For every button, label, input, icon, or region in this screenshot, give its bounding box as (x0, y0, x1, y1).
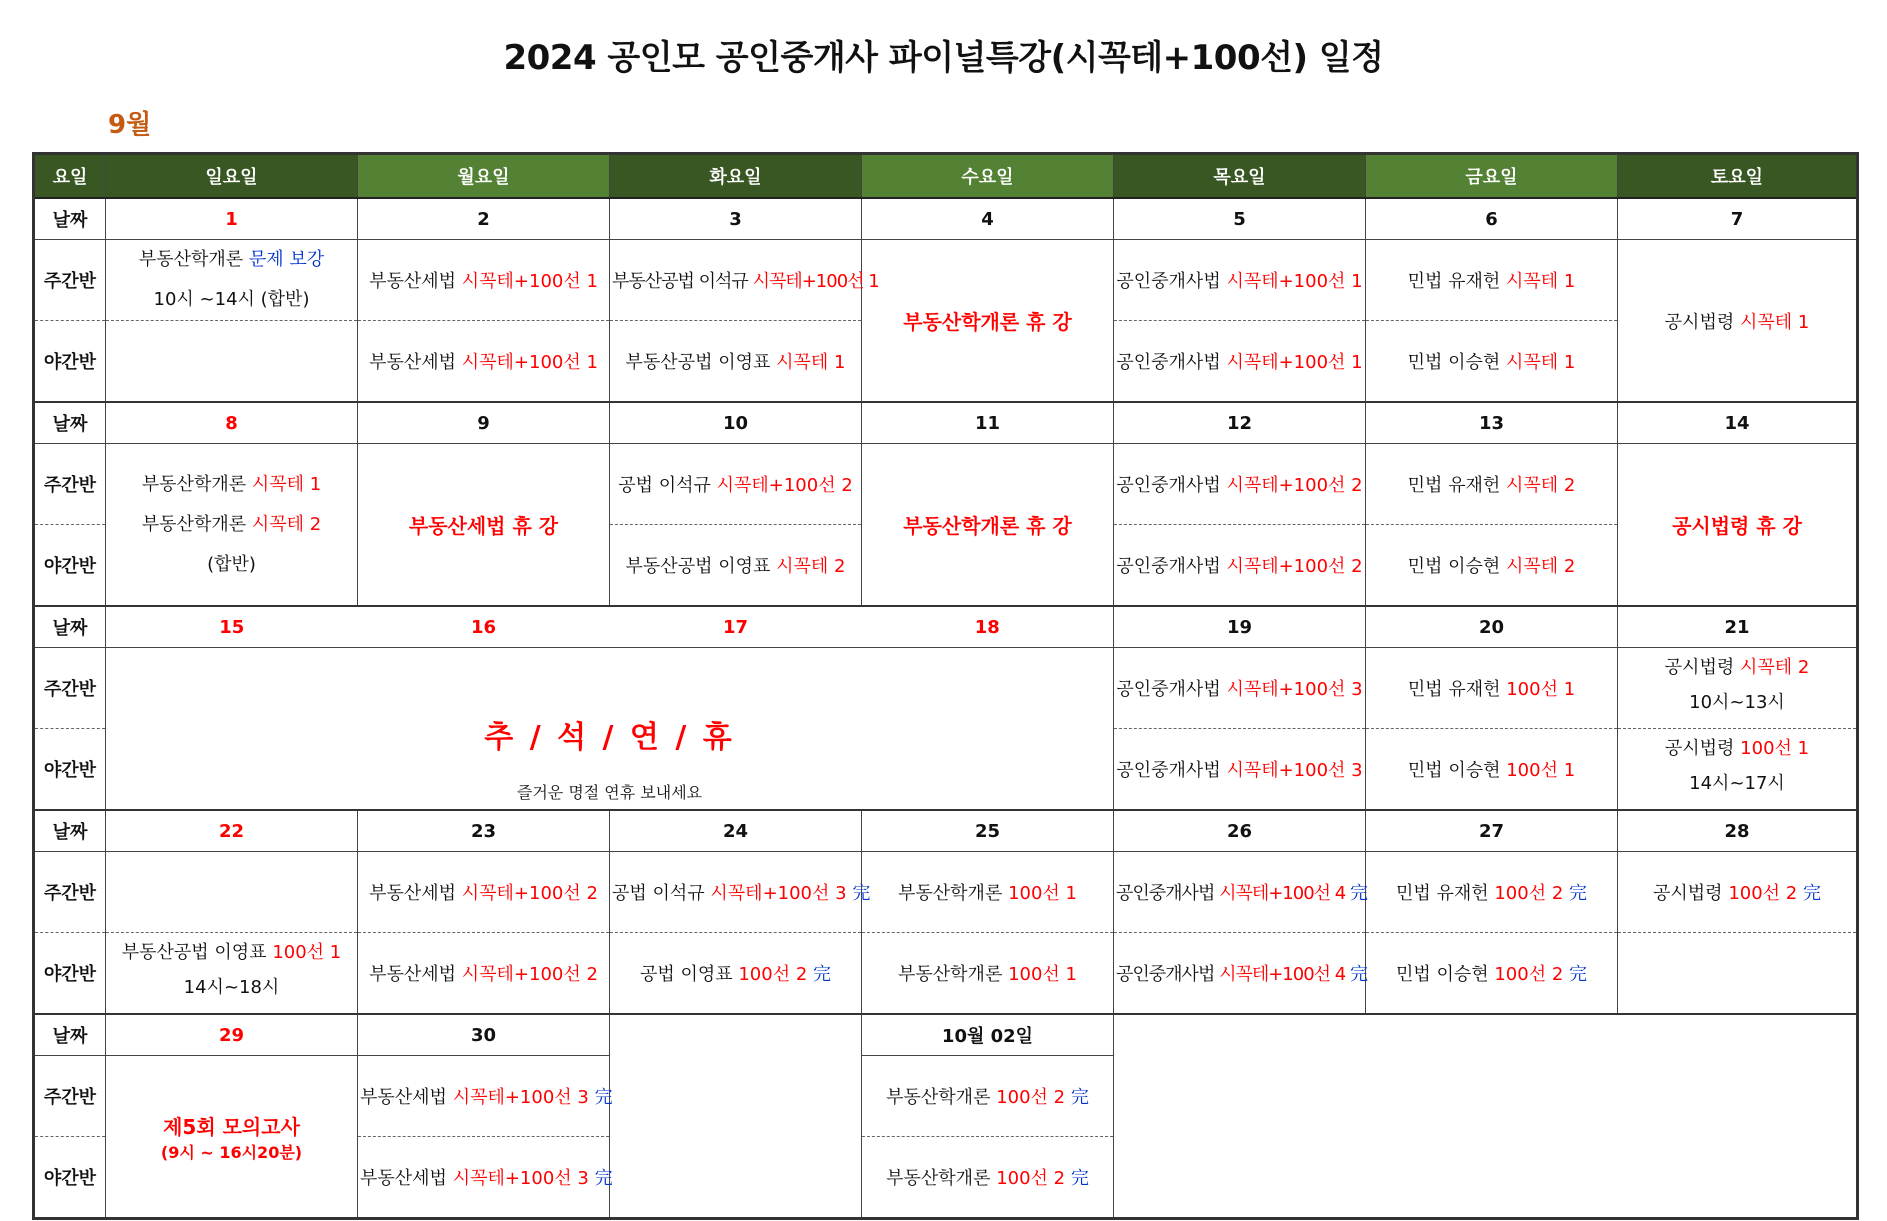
course: 부동산공법 이석규 (612, 271, 748, 292)
session-number: 2 (1053, 1087, 1066, 1108)
date-cell: 12 (1114, 402, 1366, 444)
date-label: 날짜 (34, 606, 106, 648)
course: 공인중개사법 (1116, 679, 1221, 700)
date-label: 날짜 (34, 402, 106, 444)
session-number: 1 (586, 352, 598, 373)
course: 공시법령 (1664, 311, 1735, 333)
course: 공인중개사법 (1116, 475, 1221, 496)
course: 부동산세법 (369, 883, 457, 904)
course-tag: 시꼭테 (1506, 271, 1559, 292)
schedule-cell (610, 321, 862, 403)
course-tag: 시꼭테 (251, 513, 305, 535)
session-number: 2 (1785, 883, 1798, 904)
course-tag: 100선 (1728, 883, 1781, 904)
month-label: 9월 (108, 110, 152, 140)
schedule-cell (862, 1137, 1114, 1219)
schedule-cell (1618, 852, 1858, 933)
session-number: 1 (834, 352, 846, 373)
course-tag: 시꼭테+100선 (1219, 883, 1331, 904)
week4-date-row (34, 810, 1858, 852)
course: 부동산세법 (360, 1087, 447, 1108)
schedule-cell (862, 1056, 1114, 1137)
night-class-label: 야간반 (34, 321, 106, 403)
course-tag: 시꼭테 (1506, 556, 1559, 577)
session-number: 2 (1351, 475, 1363, 496)
course: 부동산학개론 (898, 883, 1003, 904)
session-number: 1 (329, 942, 342, 963)
course-tag: 시꼭테+100선 (1219, 964, 1331, 985)
exam-title: 제5회 모의고사 (163, 1114, 300, 1139)
session-number: 1 (1797, 738, 1810, 759)
date-cell: 3 (610, 198, 862, 240)
course-tag: 시꼭테 (776, 556, 829, 577)
night-class-label: 야간반 (34, 729, 106, 811)
course-tag: 시꼭테+100선 (461, 271, 581, 292)
holiday-title: 추 / 석 / 연 / 휴 (484, 719, 735, 755)
schedule-cell (358, 240, 610, 321)
session-number: 2 (1563, 475, 1576, 496)
date-cell: 28 (1618, 810, 1858, 852)
week4-day-row (34, 852, 1858, 933)
complete-mark: 完 (813, 964, 832, 985)
course: 공인중개사법 (1116, 883, 1215, 904)
date-cell: 19 (1114, 606, 1366, 648)
course: 부동산공법 이영표 (625, 556, 771, 577)
course: 공인중개사법 (1116, 964, 1215, 985)
session-number: 1 (1065, 964, 1077, 985)
course: 부동산학개론 (138, 249, 244, 270)
week1-date-row (34, 198, 1858, 240)
date-cell: 13 (1366, 402, 1618, 444)
complete-mark: 完 (1349, 964, 1367, 985)
course-tag: 시꼭테 (1739, 657, 1793, 678)
day-class-label: 주간반 (34, 1056, 106, 1137)
course: 민법 유재헌 (1395, 883, 1489, 904)
session-number: 3 (577, 1168, 589, 1189)
week2-date-row (34, 402, 1858, 444)
course: 공인중개사법 (1116, 760, 1221, 781)
date-label: 날짜 (34, 810, 106, 852)
night-class-label: 야간반 (34, 525, 106, 607)
session-number: 1 (1351, 271, 1363, 292)
course: 공인중개사법 (1116, 352, 1221, 373)
complete-mark: 完 (1569, 964, 1588, 985)
course: 민법 이승현 (1407, 556, 1501, 577)
date-cell: 2 (358, 198, 610, 240)
course-tag: 시꼭테 (776, 352, 829, 373)
date-cell: 4 (862, 198, 1114, 240)
exam-cell (106, 1056, 358, 1219)
course-tag: 100선 (1494, 964, 1547, 985)
session-number: 2 (586, 964, 598, 985)
header-wednesday: 수요일 (862, 154, 1114, 199)
header-saturday: 토요일 (1618, 154, 1858, 199)
day-class-label: 주간반 (34, 240, 106, 321)
course: 부동산학개론 (886, 1087, 991, 1108)
schedule-cell (1114, 933, 1366, 1015)
schedule-cell (1114, 321, 1366, 403)
course-tag: 100선 (996, 1168, 1048, 1189)
night-class-label: 야간반 (34, 933, 106, 1015)
course: 공시법령 (1664, 657, 1735, 678)
schedule-cell (1366, 525, 1618, 607)
course: 공법 이영표 (639, 964, 733, 985)
day-class-label: 주간반 (34, 852, 106, 933)
course: 부동산공법 이영표 (121, 942, 267, 963)
course: 공법 이석규 (612, 883, 705, 904)
schedule-cell (1114, 648, 1366, 729)
schedule-cell (1366, 729, 1618, 811)
date-cell: 16 (358, 606, 610, 648)
schedule-cell (1366, 852, 1618, 933)
time-note: 10시 ~14시 (합반) (153, 289, 310, 310)
course-tag: 시꼭테 (251, 473, 305, 495)
schedule-cell (1618, 729, 1858, 811)
course-tag: 100선 (1740, 738, 1792, 759)
schedule-cell (1114, 852, 1366, 933)
time-note: 10시~13시 (1689, 692, 1785, 713)
course-tag: 100선 (1008, 883, 1060, 904)
session-number: 2 (586, 883, 598, 904)
schedule-cell (1366, 933, 1618, 1015)
empty-cell (106, 321, 358, 403)
week1-day-row (34, 240, 1858, 321)
date-cell: 5 (1114, 198, 1366, 240)
time-note: 14시~17시 (1689, 773, 1785, 794)
complete-mark: 完 (594, 1168, 613, 1189)
schedule-cell (1618, 648, 1858, 729)
course: 민법 유재헌 (1407, 271, 1501, 292)
schedule-cell (106, 933, 358, 1015)
header-sunday: 일요일 (106, 154, 358, 199)
course: 공인중개사법 (1116, 271, 1221, 292)
course: 민법 이승현 (1407, 760, 1501, 781)
empty-cell (1114, 1014, 1858, 1219)
schedule-cell (106, 444, 358, 607)
schedule-cell (1366, 648, 1618, 729)
header-friday: 금요일 (1366, 154, 1618, 199)
course: 공시법령 (1653, 883, 1723, 904)
complete-mark: 完 (852, 883, 871, 904)
session-number: 2 (1797, 657, 1810, 678)
schedule-cell (862, 933, 1114, 1015)
header-thursday: 목요일 (1114, 154, 1366, 199)
empty-cell (610, 1014, 862, 1219)
date-cell: 21 (1618, 606, 1858, 648)
course-tag: 시꼭테+100선 (710, 883, 830, 904)
schedule-cell (1618, 240, 1858, 403)
header-monday: 월요일 (358, 154, 610, 199)
course: 민법 이승현 (1407, 352, 1501, 373)
course-tag: 시꼭테+100선 (1226, 679, 1346, 700)
course-tag: 시꼭테+100선 (461, 352, 581, 373)
session-number: 1 (868, 271, 879, 292)
schedule-cell (1366, 321, 1618, 403)
complete-mark: 完 (1070, 1168, 1089, 1189)
date-cell: 14 (1618, 402, 1858, 444)
time-note: 14시~18시 (183, 977, 280, 998)
complete-mark: 完 (1349, 883, 1367, 904)
course-tag: 시꼭테+100선 (461, 883, 581, 904)
complete-mark: 完 (1802, 883, 1821, 904)
course: 공법 이석규 (618, 475, 711, 496)
week3-date-row (34, 606, 1858, 648)
schedule-cell (358, 1137, 613, 1219)
session-number: 2 (1053, 1168, 1066, 1189)
course-tag: 시꼭테+100선 (752, 271, 864, 292)
rest-cell: 부동산세법 휴 강 (358, 444, 610, 607)
time-note: (합반) (207, 553, 256, 575)
course-tag: 시꼭테 (1739, 311, 1793, 333)
date-label: 날짜 (34, 1014, 106, 1056)
header-yoil: 요일 (34, 154, 106, 199)
course-tag: 시꼭테+100선 (461, 964, 581, 985)
complete-mark: 完 (594, 1087, 613, 1108)
schedule-cell (358, 933, 610, 1015)
session-number: 1 (1563, 760, 1576, 781)
page-title: 2024 공인모 공인중개사 파이널특강(시꼭테+100선) 일정 (503, 38, 1384, 78)
course-tag: 시꼭테+100선 (716, 475, 836, 496)
session-number: 3 (577, 1087, 589, 1108)
date-cell: 25 (862, 810, 1114, 852)
schedule-cell (862, 852, 1114, 933)
date-cell: 6 (1366, 198, 1618, 240)
session-number: 2 (841, 475, 853, 496)
session-number: 1 (1797, 311, 1810, 333)
course: 공시법령 (1664, 738, 1735, 759)
date-cell: 9 (358, 402, 610, 444)
schedule-cell (1114, 444, 1366, 525)
session-number: 4 (1334, 964, 1346, 985)
date-cell: 27 (1366, 810, 1618, 852)
date-cell: 17 (610, 606, 862, 648)
date-cell: 20 (1366, 606, 1618, 648)
course-tag: 100선 (1506, 679, 1558, 700)
session-number: 2 (1351, 556, 1363, 577)
course: 부동산세법 (369, 964, 457, 985)
schedule-cell (358, 321, 610, 403)
course: 민법 유재헌 (1407, 679, 1501, 700)
course: 부동산세법 (369, 352, 457, 373)
rest-cell: 공시법령 휴 강 (1618, 444, 1858, 607)
session-number: 1 (1563, 352, 1576, 373)
week4-night-row (34, 933, 1858, 1015)
schedule-cell (358, 1056, 613, 1137)
date-cell: 8 (106, 402, 358, 444)
complete-mark: 完 (1070, 1087, 1089, 1108)
header-tuesday: 화요일 (610, 154, 862, 199)
schedule-cell (1114, 525, 1366, 607)
course-tag: 100선 (996, 1087, 1048, 1108)
exam-time: (9시 ~ 16시20분) (160, 1142, 303, 1162)
course-tag: 시꼭테 (1506, 352, 1559, 373)
course: 부동산공법 이영표 (625, 352, 771, 373)
night-class-label: 야간반 (34, 1137, 106, 1219)
schedule-cell (610, 240, 879, 321)
session-number: 2 (1563, 556, 1576, 577)
session-number: 1 (309, 473, 322, 495)
date-cell: 29 (106, 1014, 358, 1056)
date-cell: 10월 02일 (862, 1014, 1114, 1056)
schedule-cell (610, 852, 871, 933)
schedule-cell (1366, 444, 1618, 525)
course-tag: 시꼭테+100선 (1226, 352, 1346, 373)
rest-cell: 부동산학개론 휴 강 (862, 240, 1114, 403)
course-tag: 시꼭테 (1506, 475, 1559, 496)
schedule-cell (610, 933, 862, 1015)
date-cell: 30 (358, 1014, 610, 1056)
course: 부동산학개론 (898, 964, 1003, 985)
course: 공인중개사법 (1116, 556, 1221, 577)
course-tag: 100선 (1506, 760, 1558, 781)
date-cell: 24 (610, 810, 862, 852)
course-tag: 시꼭테+100선 (1226, 556, 1346, 577)
date-cell: 23 (358, 810, 610, 852)
schedule-cell (1114, 240, 1366, 321)
course-tag: 시꼭테+100선 (452, 1168, 572, 1189)
schedule-cell (358, 852, 610, 933)
course-tag: 시꼭테+100선 (1226, 760, 1346, 781)
schedule-table (32, 152, 1859, 1220)
schedule-cell (610, 444, 862, 525)
day-class-label: 주간반 (34, 444, 106, 525)
date-cell: 11 (862, 402, 1114, 444)
empty-cell (106, 852, 358, 933)
week3-day-row (34, 648, 1858, 729)
schedule-cell (1114, 729, 1366, 811)
session-number: 1 (1563, 271, 1576, 292)
course-tag: 100선 (272, 942, 325, 963)
date-cell: 7 (1618, 198, 1858, 240)
session-number: 2 (1551, 883, 1564, 904)
date-cell: 18 (862, 606, 1114, 648)
course: 부동산학개론 (141, 513, 247, 535)
weekday-header-row (34, 154, 1858, 199)
session-number: 1 (1351, 352, 1363, 373)
empty-cell (1618, 933, 1858, 1015)
schedule-cell (1366, 240, 1618, 321)
schedule-cell (106, 240, 358, 321)
day-class-label: 주간반 (34, 648, 106, 729)
session-number: 3 (835, 883, 847, 904)
session-number: 1 (1065, 883, 1077, 904)
course: 민법 유재헌 (1407, 475, 1501, 496)
course-tag: 100선 (1494, 883, 1547, 904)
session-number: 1 (1563, 679, 1576, 700)
session-number: 2 (1551, 964, 1564, 985)
holiday-message: 즐거운 명절 연휴 보내세요 (516, 783, 703, 802)
course: 부동산학개론 (886, 1168, 991, 1189)
course: 부동산세법 (369, 271, 457, 292)
schedule-cell (610, 525, 862, 607)
date-cell: 10 (610, 402, 862, 444)
date-cell: 22 (106, 810, 358, 852)
holiday-cell (106, 648, 1114, 811)
course-tag: 100선 (1008, 964, 1060, 985)
date-cell: 1 (106, 198, 358, 240)
course: 부동산세법 (360, 1168, 447, 1189)
course-tag: 시꼭테+100선 (1226, 475, 1346, 496)
week5-date-row (34, 1014, 1858, 1056)
course-tag: 시꼭테+100선 (1226, 271, 1346, 292)
course: 민법 이승현 (1395, 964, 1489, 985)
course-tag: 100선 (738, 964, 791, 985)
session-number: 4 (1334, 883, 1346, 904)
session-number: 1 (586, 271, 598, 292)
course-tag: 문제 보강 (248, 249, 325, 270)
date-cell: 26 (1114, 810, 1366, 852)
date-cell: 15 (106, 606, 358, 648)
session-number: 3 (1351, 760, 1363, 781)
session-number: 2 (309, 513, 322, 535)
course-tag: 시꼭테+100선 (452, 1087, 572, 1108)
session-number: 2 (795, 964, 808, 985)
rest-cell: 부동산학개론 휴 강 (862, 444, 1114, 607)
course: 부동산학개론 (141, 473, 247, 495)
session-number: 3 (1351, 679, 1363, 700)
date-label: 날짜 (34, 198, 106, 240)
session-number: 2 (834, 556, 846, 577)
week2-day-row (34, 444, 1858, 525)
complete-mark: 完 (1569, 883, 1588, 904)
